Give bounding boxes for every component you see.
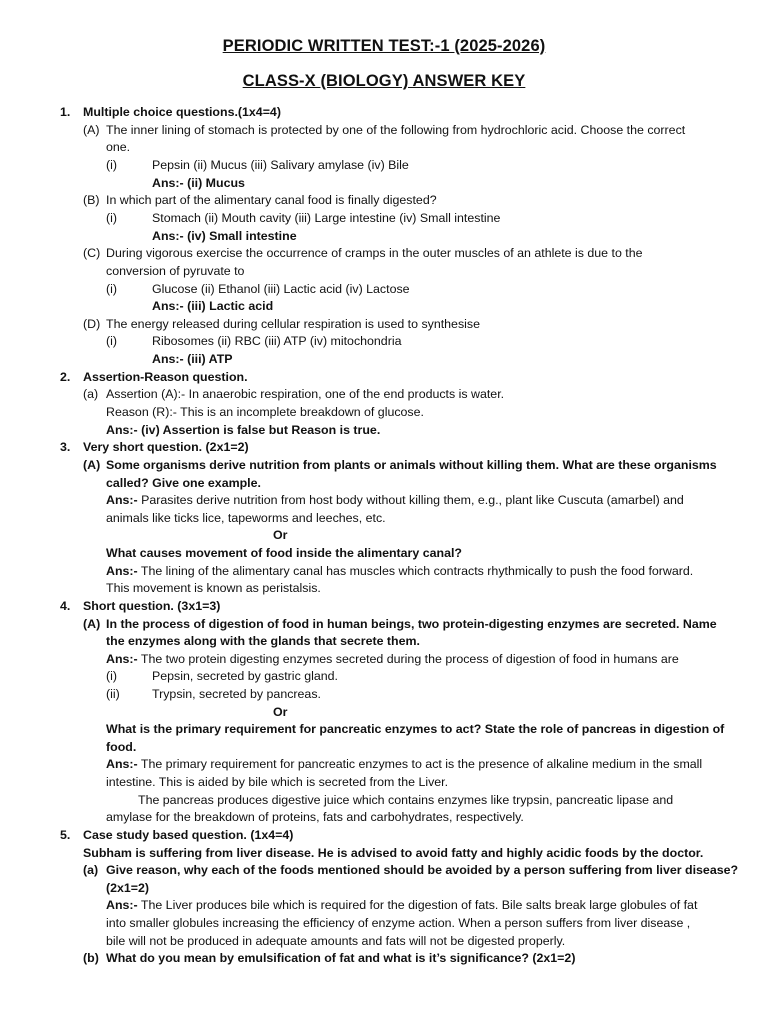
q2-answer: Ans:- (iv) Assertion is false but Reason is true.	[106, 423, 381, 437]
q4-or: Or	[273, 705, 288, 719]
q3-answer-line1	[106, 493, 684, 508]
q4-item1-roman: (i)	[106, 669, 118, 683]
answer-text: The lining of the alimentary canal has muscles which contracts rhythmically to push the food forward.	[137, 564, 694, 578]
q1d-options: Ribosomes (ii) RBC (iii) ATP (iv) mitochondria	[152, 334, 402, 348]
q5-heading: Case study based question. (1x4=4)	[83, 828, 294, 842]
q1c-label: (C)	[83, 246, 101, 260]
answer-prefix: Ans:-	[106, 493, 138, 507]
answer-text: Parasites derive nutrition from host body without killing them, e.g., plant like Cuscuta (amarbel) and	[137, 493, 684, 507]
q1d-roman: (i)	[106, 334, 118, 348]
q1d-answer: Ans:- (iii) ATP	[152, 352, 233, 366]
q2-label: (a)	[83, 387, 99, 401]
q4-alt-answer-line3: The pancreas produces digestive juice which contains enzymes like trypsin, pancreatic lipase and	[138, 793, 674, 807]
answer-prefix: Ans:-	[106, 652, 138, 666]
q4-number: 4.	[60, 599, 71, 613]
q4-item1: Pepsin, secreted by gastric gland.	[152, 669, 338, 683]
q1c-answer: Ans:- (iii) Lactic acid	[152, 299, 274, 313]
q1c-question-line2: conversion of pyruvate to	[106, 264, 245, 278]
q4-alt-question-line1: What is the primary requirement for pancreatic enzymes to act? State the role of pancreas in digestion of	[106, 722, 725, 736]
q5a-answer-line1	[106, 898, 697, 913]
q5a-question-line1: Give reason, why each of the foods mentioned should be avoided by a person suffering from liver disease?	[106, 863, 739, 877]
q4-alt-question-line2: food.	[106, 740, 137, 754]
q5a-answer-line2: into smaller globules increasing the efficiency of enzyme action. When a person suffers from liver disease ,	[106, 916, 691, 930]
q4-question-line1: In the process of digestion of food in human beings, two protein-digesting enzymes are secreted. Name	[106, 617, 717, 631]
q1a-roman: (i)	[106, 158, 118, 172]
q5b-question-line1: What do you mean by emulsification of fat and what is it’s significance? (2x1=2)	[106, 951, 576, 965]
q3-alt-answer-line1	[106, 564, 693, 579]
q1b-options: Stomach (ii) Mouth cavity (iii) Large intestine (iv) Small intestine	[152, 211, 501, 225]
answer-prefix: Ans:-	[106, 898, 138, 912]
q1b-question-line1: In which part of the alimentary canal food is finally digested?	[106, 193, 437, 207]
answer-prefix: Ans:-	[106, 564, 138, 578]
q5a-answer-line3: bile will not be produced in adequate amounts and fats will not be digested properly.	[106, 934, 566, 948]
q2-heading: Assertion-Reason question.	[83, 370, 248, 384]
page-subtitle: CLASS-X (BIOLOGY) ANSWER KEY	[242, 72, 526, 90]
q1a-options: Pepsin (ii) Mucus (iii) Salivary amylase (iv) Bile	[152, 158, 409, 172]
q1c-question-line1: During vigorous exercise the occurrence of cramps in the outer muscles of an athlete is due to the	[106, 246, 643, 260]
q1b-roman: (i)	[106, 211, 118, 225]
q2-number: 2.	[60, 370, 71, 384]
q1a-question-line2: one.	[106, 140, 131, 154]
q1b-answer: Ans:- (iv) Small intestine	[152, 229, 297, 243]
q1-heading: Multiple choice questions.(1x4=4)	[83, 105, 281, 119]
page-title: PERIODIC WRITTEN TEST:-1 (2025-2026)	[222, 37, 546, 55]
answer-text: The primary requirement for pancreatic enzymes to act is the presence of alkaline medium in the small	[137, 757, 703, 771]
q3-question-line1: Some organisms derive nutrition from plants or animals without killing them. What are these organisms	[106, 458, 717, 472]
q4-alt-answer-line1	[106, 757, 702, 772]
answer-prefix: Ans:-	[106, 757, 138, 771]
q1c-options: Glucose (ii) Ethanol (iii) Lactic acid (iv) Lactose	[152, 282, 410, 296]
q3-question-line2: called? Give one example.	[106, 476, 261, 490]
q1-number: 1.	[60, 105, 71, 119]
answer-text: The Liver produces bile which is required for the digestion of fats. Bile salts break large globules of fat	[137, 898, 698, 912]
q4-alt-answer-line4: amylase for the breakdown of proteins, fats and carbohydrates, respectively.	[106, 810, 524, 824]
q5-case-text: Subham is suffering from liver disease. He is advised to avoid fatty and highly acidic foods by the doctor.	[83, 846, 704, 860]
q4-answer-line1	[106, 652, 679, 667]
q4-item2-roman: (ii)	[106, 687, 120, 701]
q3-number: 3.	[60, 440, 71, 454]
q5a-label: (a)	[83, 863, 99, 877]
q3-label: (A)	[83, 458, 101, 472]
q1a-answer: Ans:- (ii) Mucus	[152, 176, 245, 190]
q3-alt-answer-line2: This movement is known as peristalsis.	[106, 581, 321, 595]
q4-item2: Trypsin, secreted by pancreas.	[152, 687, 321, 701]
q5a-question-line2: (2x1=2)	[106, 881, 150, 895]
q4-label: (A)	[83, 617, 101, 631]
q3-heading: Very short question. (2x1=2)	[83, 440, 249, 454]
q5-number: 5.	[60, 828, 71, 842]
q1a-question-line1: The inner lining of stomach is protected by one of the following from hydrochloric acid. Choose the correct	[106, 123, 686, 137]
q1d-label: (D)	[83, 317, 101, 331]
q1a-label: (A)	[83, 123, 100, 137]
q1c-roman: (i)	[106, 282, 118, 296]
q1b-label: (B)	[83, 193, 100, 207]
q2-assertion: Assertion (A):- In anaerobic respiration, one of the end products is water.	[106, 387, 505, 401]
q3-or: Or	[273, 528, 288, 542]
q3-alt-question: What causes movement of food inside the alimentary canal?	[106, 546, 462, 560]
q1d-question-line1: The energy released during cellular respiration is used to synthesise	[106, 317, 480, 331]
q4-question-line2: the enzymes along with the glands that secrete them.	[106, 634, 420, 648]
q5b-label: (b)	[83, 951, 99, 965]
answer-text: The two protein digesting enzymes secreted during the process of digestion of food in humans are	[137, 652, 679, 666]
q4-alt-answer-line2: intestine. This is aided by bile which is secreted from the Liver.	[106, 775, 449, 789]
q4-heading: Short question. (3x1=3)	[83, 599, 221, 613]
q3-answer-line2: animals like ticks lice, tapeworms and leeches, etc.	[106, 511, 386, 525]
q2-reason: Reason (R):- This is an incomplete breakdown of glucose.	[106, 405, 424, 419]
